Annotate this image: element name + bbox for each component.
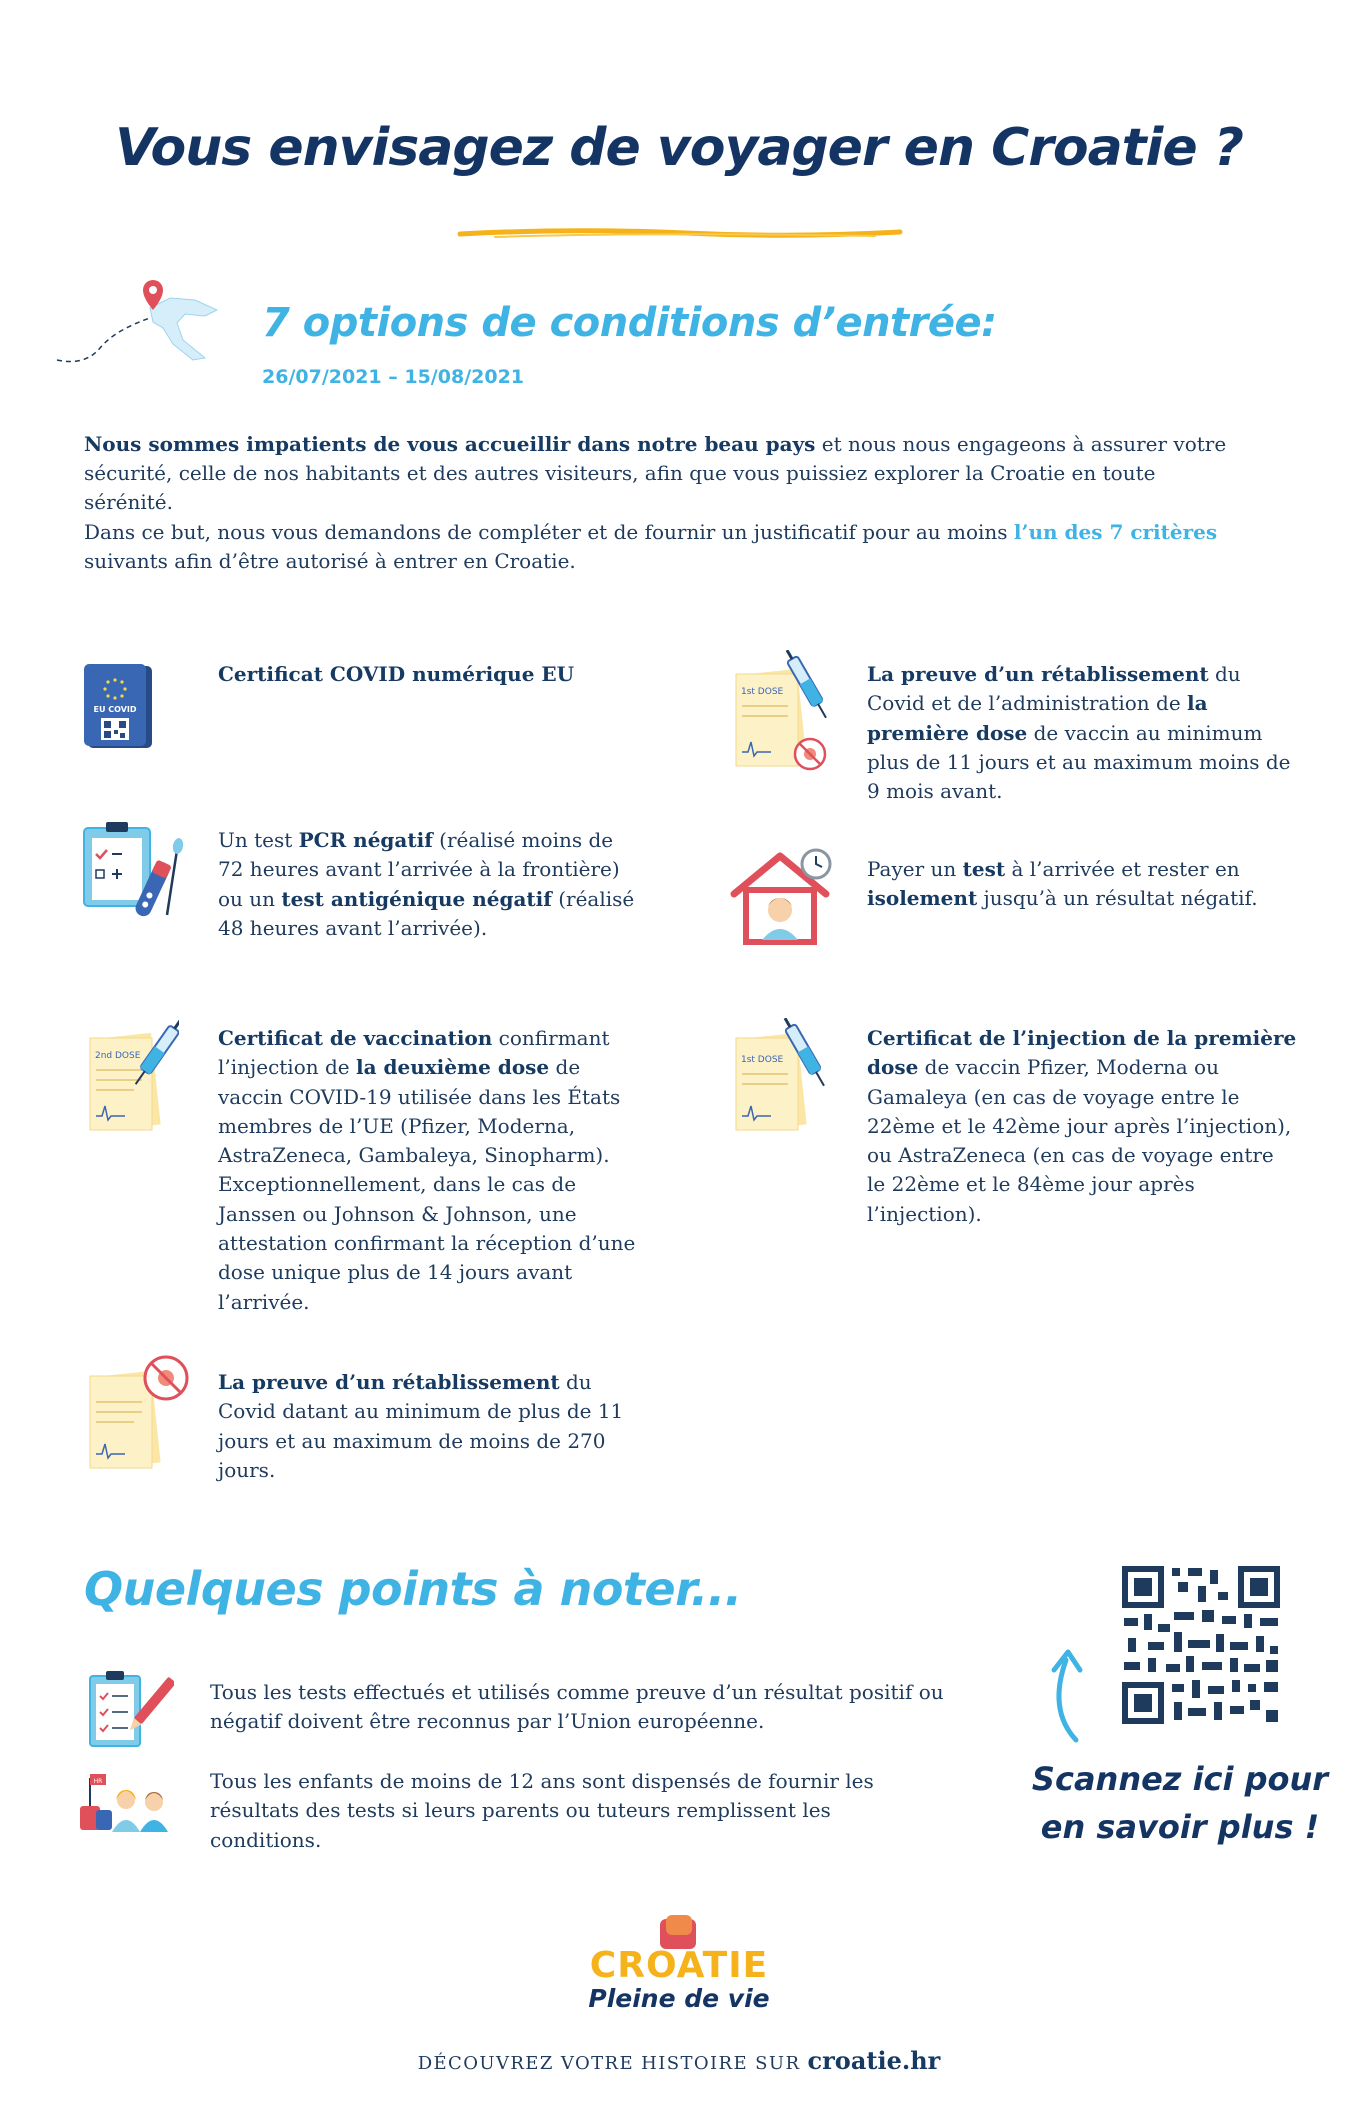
option-eu-certificate <box>218 660 618 689</box>
page-title: Vous envisagez de voyager en Croatie ? <box>115 118 1243 178</box>
option-recovery-first-dose <box>867 660 1297 806</box>
vacc-text-1: confirmant l’injection de <box>218 1026 610 1080</box>
recovery-dose-title: La preuve d’un rétablissement <box>867 662 1209 686</box>
options-title: 7 options de conditions d’entrée: <box>262 300 997 346</box>
criteria-text-end: suivants afin d’être autorisé à entrer en Croatie. <box>84 549 576 573</box>
criteria-paragraph <box>84 518 1244 576</box>
qr-code[interactable] <box>1118 1562 1284 1728</box>
arrival-text-1: Payer un <box>867 857 963 881</box>
tests-antigen: test antigénique négatif <box>281 886 552 911</box>
intro-paragraph <box>84 430 1244 517</box>
arrival-test: test <box>962 857 1006 881</box>
croatia-map-icon <box>55 278 235 378</box>
option-recovery <box>218 1368 638 1485</box>
title-underline <box>455 225 905 241</box>
arrival-text-3: jusqu’à un résultat négatif. <box>977 886 1258 911</box>
intro-text: et nous nous engageons à assurer votre sécurité, celle de nos habitants et des autres visiteurs, afin que vous puissiez explorer la Croatie en toute sérénité. <box>84 432 1227 514</box>
second-dose-label: 2nd DOSE <box>95 1051 141 1061</box>
footer <box>0 2046 1358 2075</box>
covid-test-icon <box>82 820 192 932</box>
footer-link[interactable]: croatie.hr <box>807 2046 941 2075</box>
arrival-text-2: à l’arrivée et rester en <box>1005 857 1240 881</box>
eu-covid-certificate-icon <box>84 664 154 750</box>
family-travel-icon <box>78 1770 174 1834</box>
option-first-dose <box>867 1024 1297 1229</box>
vacc-text-2: de vaccin COVID-19 utilisée dans les États membres de l’UE (Pfizer, Moderna, AstraZeneca, Gambaleya, Sinopharm). Exceptionnellement, dans le cas de Janssen ou Johnson & Johnson, une attestation confirmant la réception d’une dose unique plus de 14 jours avant l’arrivée. <box>218 1055 636 1314</box>
second-dose-document-icon <box>84 1018 179 1138</box>
scan-line-2: en savoir plus ! <box>1040 1808 1320 1846</box>
date-range: 26/07/2021 – 15/08/2021 <box>262 366 525 388</box>
recovery-dose-text-2: de vaccin au minimum plus de 11 jours et au maximum moins de 9 mois avant. <box>867 720 1291 804</box>
recovery-title: La preuve d’un rétablissement <box>218 1370 560 1394</box>
note-eu-tests: Tous les tests effectués et utilisés comme preuve d’un résultat positif ou négatif doivent être reconnus par l’Union européenne. <box>210 1680 944 1734</box>
recovery-dose-first-dose: la première dose <box>867 691 1208 745</box>
criteria-text-start: Dans ce but, nous vous demandons de compléter et de fournir un justificatif pour au moins <box>84 520 1014 544</box>
tests-pcr: PCR négatif <box>298 828 433 852</box>
option-tests <box>218 826 638 943</box>
first-dose-text: de vaccin Pfizer, Moderna ou Gamaleya (en cas de voyage entre le 22ème et le 42ème jour après l’injection), ou AstraZeneca (en cas de voyage entre le 22ème et le 84ème jour après l’injection). <box>867 1055 1292 1226</box>
hr-sign-label: HR <box>93 1778 103 1785</box>
first-dose-document-icon <box>730 1018 830 1138</box>
recovery-text: du Covid datant au minimum de plus de 11 jours et au maximum de moins de 270 jours. <box>218 1370 624 1482</box>
first-dose-title: Certificat de l’injection de la première dose <box>867 1026 1297 1080</box>
home-isolation-icon <box>728 848 838 948</box>
eu-cert-title: Certificat COVID numérique EU <box>218 662 575 686</box>
option-test-on-arrival <box>867 855 1297 914</box>
croatia-logo <box>0 1915 1358 2013</box>
tests-text-1: Un test <box>218 828 299 852</box>
footer-text: DÉCOUVREZ VOTRE HISTOIRE SUR <box>417 2053 808 2074</box>
logo-wordmark: CROATIE <box>589 1945 769 1986</box>
eu-covid-label: EU COVID <box>93 705 137 714</box>
tests-text-2: (réalisé moins de 72 heures avant l’arrivée à la frontière) ou un <box>218 828 620 911</box>
note-children: Tous les enfants de moins de 12 ans sont dispensés de fournir les résultats des tests si leurs parents ou tuteurs remplissent les conditions. <box>210 1769 874 1852</box>
curved-arrow-icon <box>1040 1640 1100 1750</box>
scan-line-1: Scannez ici pour <box>1031 1760 1329 1798</box>
logo-tagline: Pleine de vie <box>588 1984 770 2013</box>
recovery-document-icon <box>84 1352 194 1472</box>
arrival-isolation: isolement <box>867 886 978 911</box>
first-dose-label-b: 1st DOSE <box>741 1055 784 1065</box>
option-vaccination <box>218 1024 648 1317</box>
checklist-icon <box>88 1668 174 1750</box>
recovery-dose-text-1: du Covid et de l’administration de <box>867 662 1241 716</box>
first-dose-label-a: 1st DOSE <box>741 687 784 697</box>
notes-title: Quelques points à noter... <box>84 1562 742 1616</box>
tests-text-3: (réalisé 48 heures avant l’arrivée). <box>218 886 635 940</box>
intro-bold: Nous sommes impatients de vous accueillir dans notre beau pays <box>84 432 816 456</box>
scan-callout <box>1010 1755 1350 1851</box>
criteria-highlight: l’un des 7 critères <box>1013 520 1218 544</box>
vacc-title: Certificat de vaccination <box>218 1026 493 1050</box>
vacc-second-dose: la deuxième dose <box>355 1055 550 1080</box>
recovery-first-dose-icon <box>730 650 840 780</box>
